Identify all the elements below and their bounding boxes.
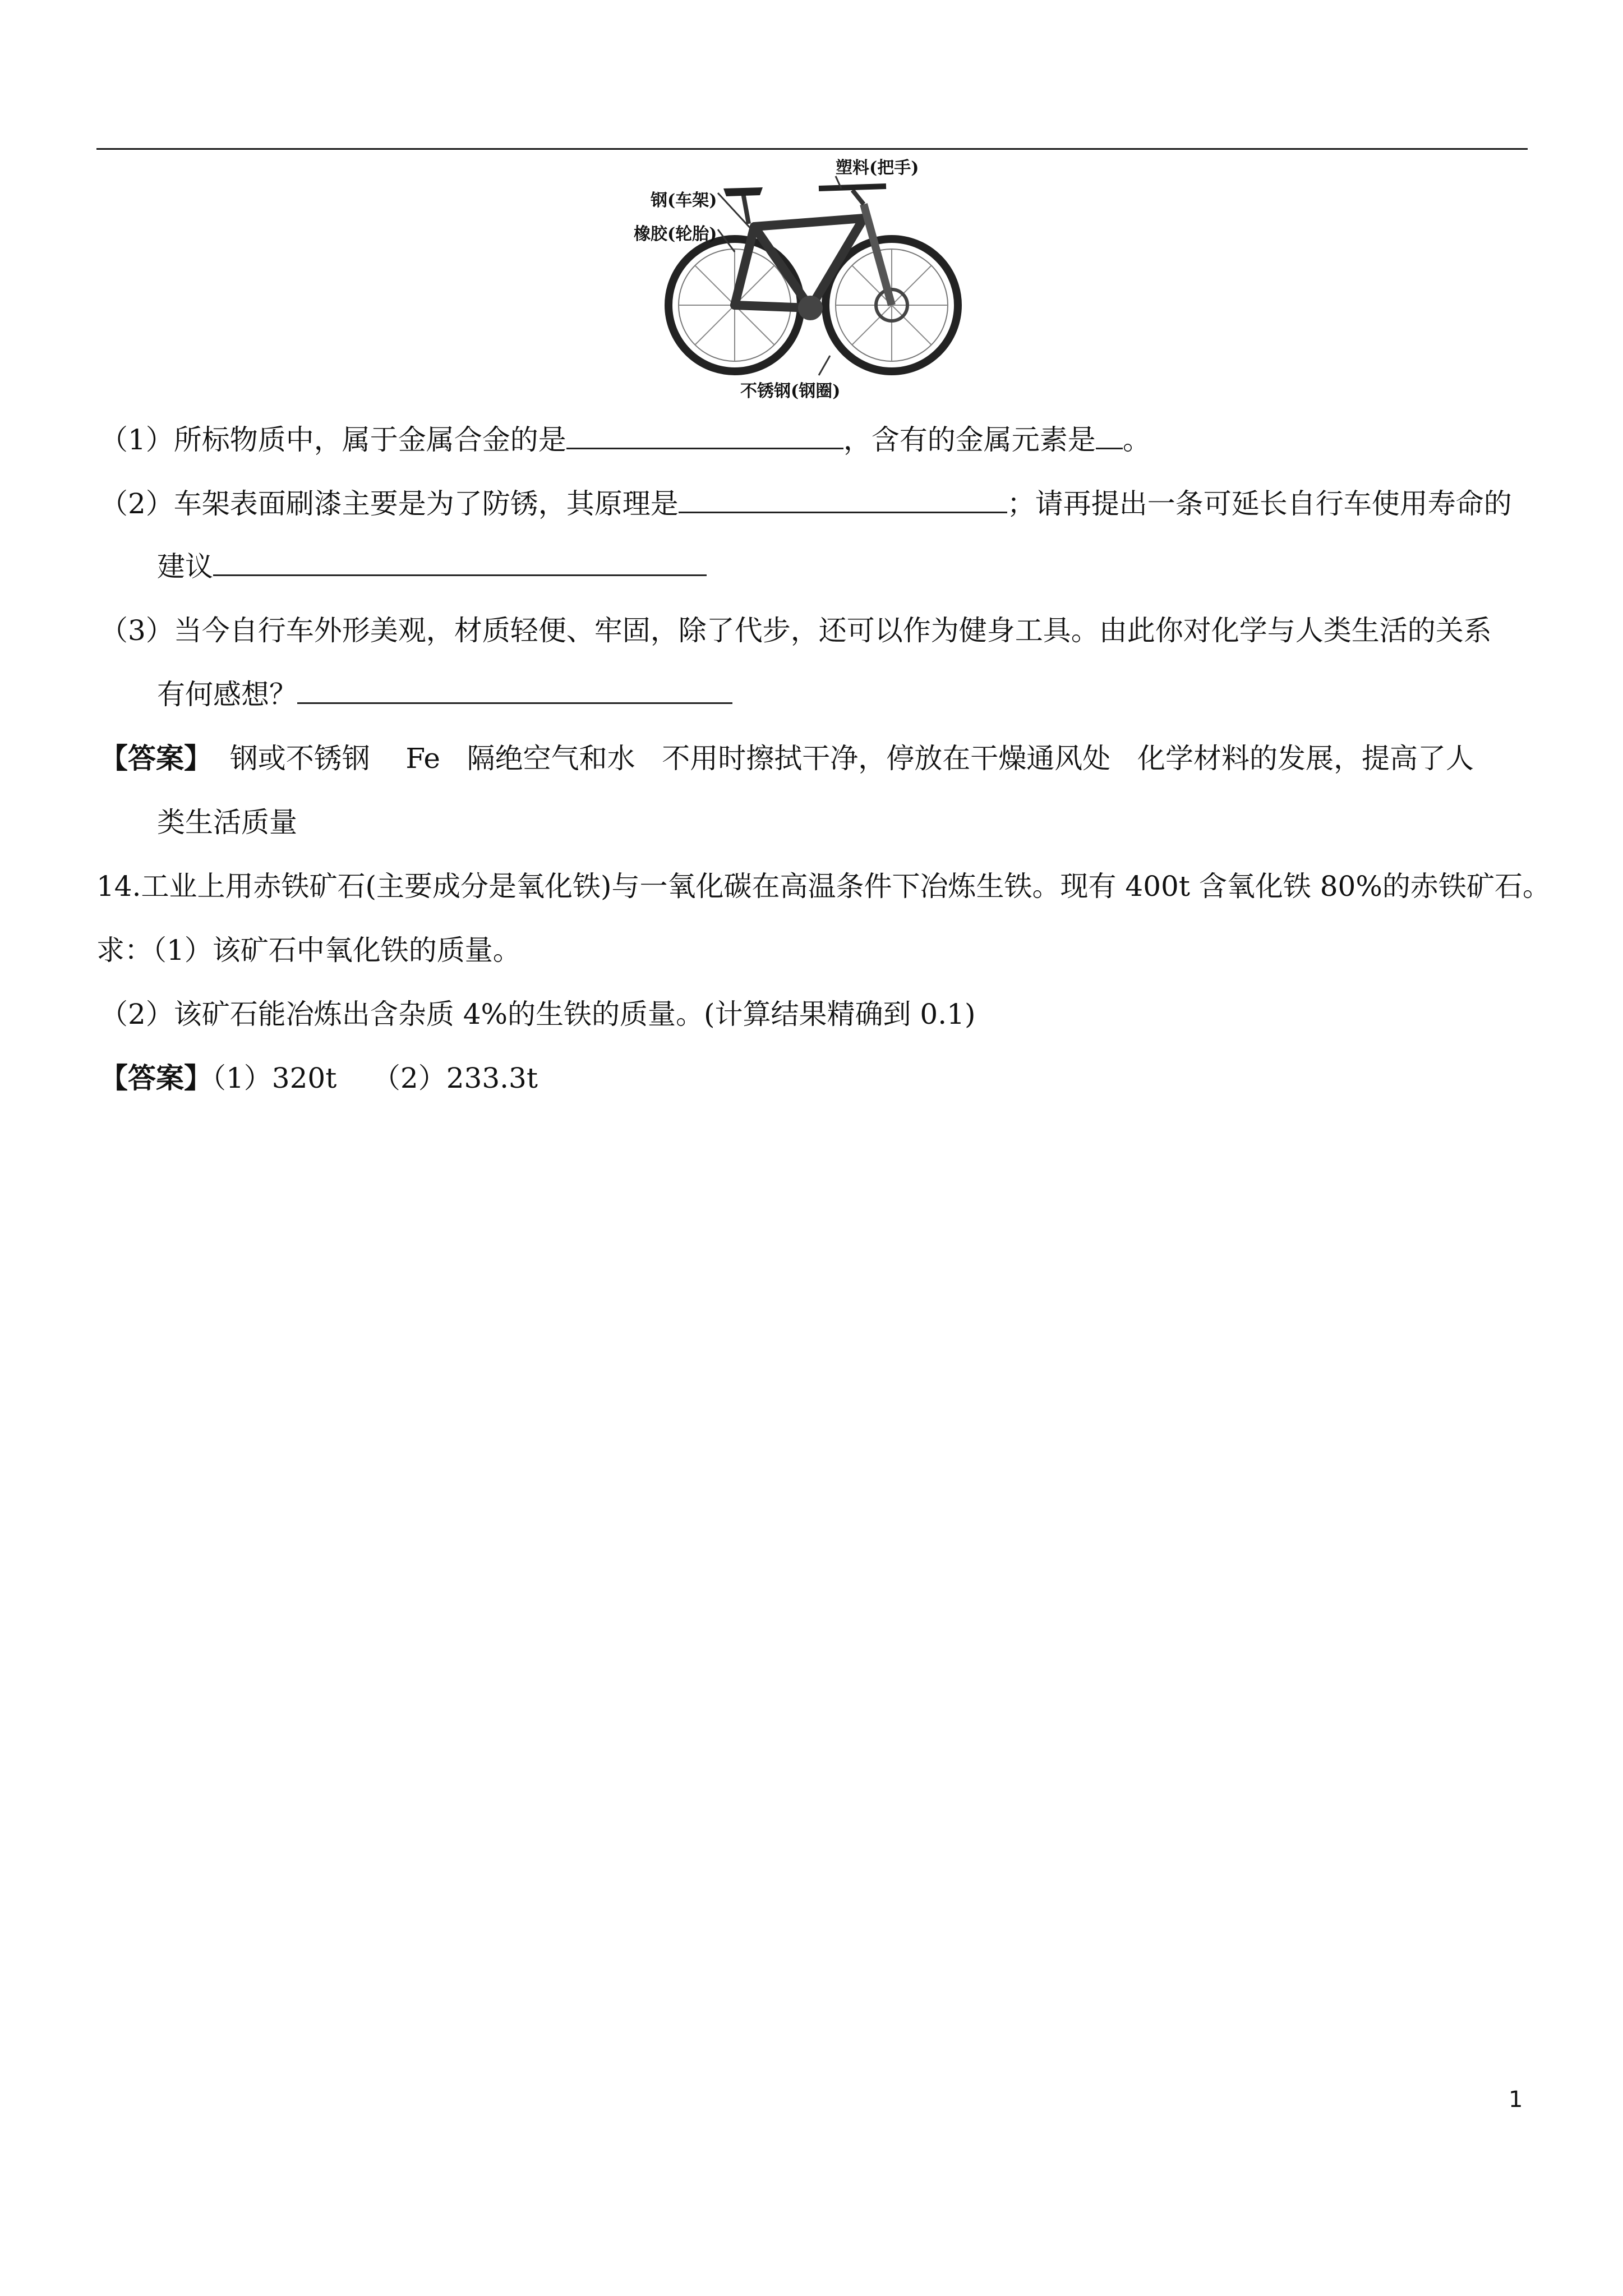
q14-part1-text: 求：（1）该矿石中氧化铁的质量。 xyxy=(96,934,521,967)
q13-part1 xyxy=(100,422,1151,458)
label-steel-frame: 钢(车架) xyxy=(651,191,717,210)
q14-part1 xyxy=(96,932,521,968)
q14-stem-text: 14.工业上用赤铁矿石(主要成分是氧化铁)与一氧化碳在高温条件下冶炼生铁。现有 400t 含氧化铁 80%的赤铁矿石。 xyxy=(96,870,1551,903)
answer-tag: 【答案】 xyxy=(100,742,212,775)
label-plastic-handle: 塑料(把手) xyxy=(836,158,919,178)
q13-part3-text2: 有何感想？ xyxy=(157,678,297,711)
q13-part3 xyxy=(100,613,1492,648)
header-rule xyxy=(96,148,1528,150)
q13-part2-text3: 建议 xyxy=(157,550,213,583)
q13-part2-text: （2）车架表面刷漆主要是为了防锈，其原理是 xyxy=(100,487,679,520)
answer-blank xyxy=(1096,425,1123,449)
q13-answer-text2: 类生活质量 xyxy=(157,806,297,839)
q14-answer-text: （1）320t （2）233.3t xyxy=(212,1062,538,1094)
answer-blank xyxy=(297,680,732,704)
q13-part2-text2: ；请再提出一条可延长自行车使用寿命的 xyxy=(1007,487,1512,520)
q13-answer-cont xyxy=(157,804,297,840)
q13-part1-text3: 。 xyxy=(1122,424,1151,456)
q13-answer-text: 钢或不锈钢 Fe 隔绝空气和水 不用时擦拭干净，停放在干燥通风处 化学材料的发展，提高了人 xyxy=(212,742,1474,775)
q13-part2-cont xyxy=(157,549,707,585)
answer-blank xyxy=(213,552,707,576)
label-stainless-rim: 不锈钢(钢圈) xyxy=(740,381,841,401)
bicycle-figure xyxy=(634,154,987,401)
q13-answer xyxy=(100,740,1474,776)
q13-part1-text: （1）所标物质中，属于金属合金的是 xyxy=(100,424,566,456)
q13-part1-text2: ，含有的金属元素是 xyxy=(843,424,1096,456)
answer-blank xyxy=(679,489,1007,513)
q13-part3-text: （3）当今自行车外形美观，材质轻便、牢固，除了代步，还可以作为健身工具。由此你对化学与人类生活的关系 xyxy=(100,614,1492,647)
label-rubber-tire: 橡胶(轮胎) xyxy=(634,224,717,244)
page-number: 1 xyxy=(1509,2087,1523,2113)
q13-part2 xyxy=(100,486,1512,522)
q14-stem xyxy=(96,868,1551,904)
q13-part3-cont xyxy=(157,677,732,712)
q14-part2 xyxy=(100,996,975,1032)
q14-part2-text: （2）该矿石能冶炼出含杂质 4%的生铁的质量。(计算结果精确到 0.1) xyxy=(100,998,976,1030)
answer-tag: 【答案】 xyxy=(100,1061,212,1094)
answer-blank xyxy=(566,425,843,449)
q14-answer xyxy=(100,1060,538,1096)
